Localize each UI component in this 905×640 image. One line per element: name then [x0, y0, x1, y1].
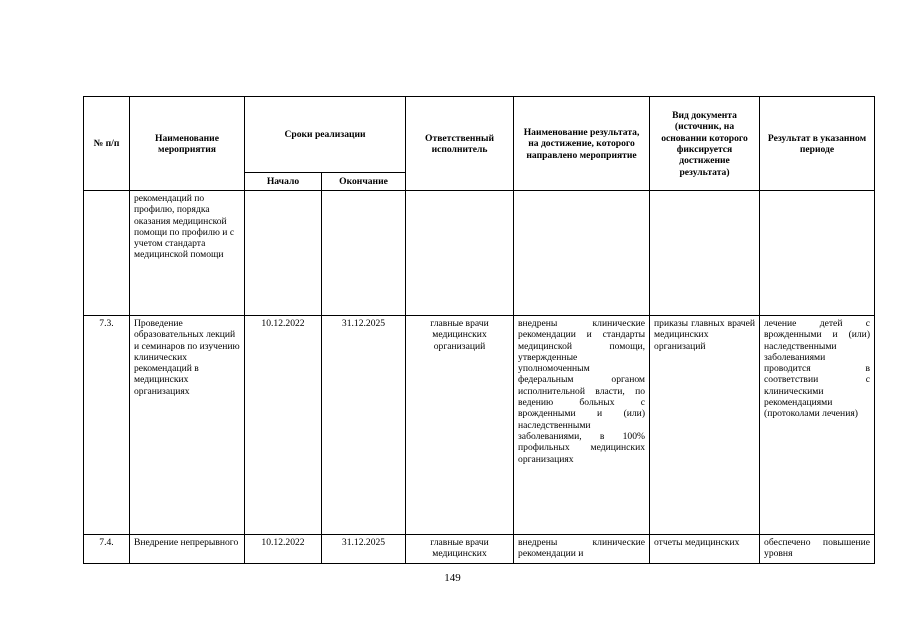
row-number — [84, 191, 130, 316]
row-activity-name: Внедрение непрерывного — [130, 535, 245, 564]
row-end-date: 31.12.2025 — [322, 316, 406, 535]
table-row — [84, 191, 875, 316]
row-activity-name: рекомендаций по профилю, порядка оказания медицинской помощи по профилю и с учетом стандарта медицинской помощи — [130, 191, 245, 316]
header-activity-name: Наименование мероприятия — [130, 97, 245, 191]
row-document-type: отчеты медицинских — [650, 535, 760, 564]
row-end-date: 31.12.2025 — [322, 535, 406, 564]
activities-table — [83, 96, 875, 564]
header-number: № п/п — [84, 97, 130, 191]
row-executor — [406, 191, 514, 316]
row-result-name: внедрены клинические рекомендации и — [514, 535, 650, 564]
header-executor: Ответственный исполнитель — [406, 97, 514, 191]
row-document-type — [650, 191, 760, 316]
table-row — [84, 316, 875, 535]
row-result-name — [514, 191, 650, 316]
header-terms: Сроки реализации — [245, 97, 406, 173]
row-executor: главные врачи медицинских организаций — [406, 316, 514, 535]
table-row — [84, 535, 875, 564]
row-activity-name: Проведение образовательных лекций и семинаров по изучению клинических рекомендаций в медицинских организациях — [130, 316, 245, 535]
header-start: Начало — [245, 173, 322, 191]
row-period-result — [760, 191, 875, 316]
header-result-name: Наименование результата, на достижение, которого направлено мероприятие — [514, 97, 650, 191]
row-period-result: лечение детей с врожденными и (или) наследственными заболеваниями проводится в соответствии с клиническими рекомендациями (протоколами лечения) — [760, 316, 875, 535]
page-number: 149 — [444, 572, 461, 584]
row-start-date: 10.12.2022 — [245, 316, 322, 535]
row-start-date: 10.12.2022 — [245, 535, 322, 564]
row-executor: главные врачи медицинских — [406, 535, 514, 564]
header-end: Окончание — [322, 173, 406, 191]
row-number: 7.4. — [84, 535, 130, 564]
row-start-date — [245, 191, 322, 316]
row-end-date — [322, 191, 406, 316]
header-period-result: Результат в указанном периоде — [760, 97, 875, 191]
row-document-type: приказы главных врачей медицинских организаций — [650, 316, 760, 535]
header-document-type: Вид документа (источник, на основании которого фиксируется достижение результата) — [650, 97, 760, 191]
row-number: 7.3. — [84, 316, 130, 535]
row-period-result: обеспечено повышение уровня — [760, 535, 875, 564]
row-result-name: внедрены клинические рекомендации и стандарты медицинской помощи, утвержденные уполномоченным федеральным органом исполнительной власти, по ведению больных с врожденными и (или) наследственными заболеваниями, в 100% профильных медицинских организациях — [514, 316, 650, 535]
